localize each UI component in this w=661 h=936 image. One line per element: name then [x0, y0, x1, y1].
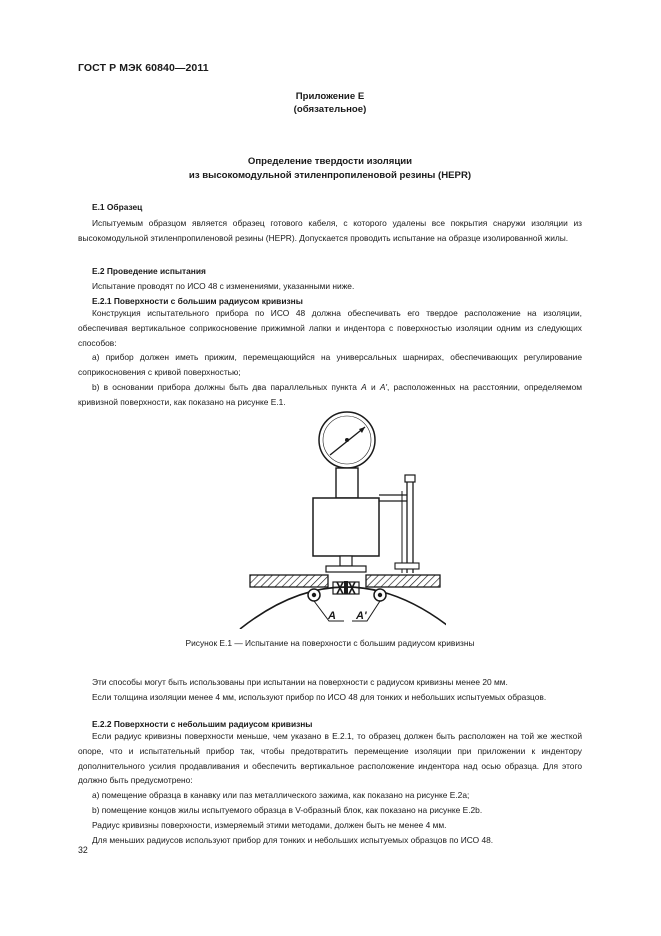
point-a2-label: А' [379, 381, 388, 392]
appendix-title: Приложение Е [295, 91, 365, 102]
figure-e1-drawing [230, 405, 446, 629]
paragraph: Испытание проводят по ИСО 48 с изменениями, указанными ниже. [92, 281, 355, 291]
figure-label-a2: A' [356, 610, 367, 622]
section-e2-body [78, 279, 582, 294]
doc-title-line2: из высокомодульной этиленпропиленовой резины (HEPR) [188, 170, 472, 181]
section-e1-body [78, 216, 582, 246]
instrument-body [313, 498, 379, 556]
standard-header: ГОСТ Р МЭК 60840—2011 [78, 62, 209, 74]
base-plate-right [366, 575, 440, 587]
paragraph: Если толщина изоляции менее 4 мм, используют прибор по ИСО 48 для тонких и небольших испытуемых образцов. [92, 691, 547, 702]
section-e22-heading: Е.2.2 Поверхности с небольшим радиусом кривизны [92, 719, 313, 729]
appendix-note: (обязательное) [293, 104, 367, 115]
paragraph: Эти способы могут быть использованы при испытании на поверхности с радиусом кривизны менее 20 мм. [92, 677, 508, 687]
point-a-label: А [361, 381, 367, 392]
doc-title-line1: Определение твердости изоляции [247, 156, 413, 167]
paragraph: a) помещение образца в канавку или паз металлического зажима, как показано на рисунке Е.2а; [92, 790, 470, 801]
guide-column [379, 475, 419, 573]
paragraph: Испытуемым образцом является образец готового кабеля, с которого удалены все покрытия снаружи изоляции из высокомодульной этиленпропиленовой резины (HEPR). Допускается проводить испытание на образце изолированной жилы. [78, 218, 582, 243]
paragraph: Конструкция испытательного прибора по ИСО 48 должна обеспечивать его твердое расположение на изоляции, обеспечивая вертикальное соприкосновение прижимной лапки и индентора с поверхностью изоляции одним из следующих способов: [78, 308, 582, 348]
contact-roller-a2 [374, 589, 386, 601]
section-e21-heading: Е.2.1 Поверхности с большим радиусом кривизны [92, 296, 303, 306]
paragraph: b) в основании прибора должны быть два параллельных пункта А и А', расположенных на расстоянии, определяемом кривизной поверхности, как показано на рисунке Е.1. [78, 381, 583, 407]
section-e2-heading: Е.2 Проведение испытания [92, 266, 206, 276]
paragraph: Для меньших радиусов используют прибор для тонких и небольших испытуемых образцов по ИСО 48. [92, 834, 494, 845]
page-number: 32 [78, 845, 88, 855]
paragraph: Если радиус кривизны поверхности меньше, чем указано в Е.2.1, то образец должен быть расположен на той же жесткой опоре, что и испытательный прибор так, чтобы предотвратить перемещение изоляции при приложении к индентору дополнительного усилия продавливания и обеспечить вертикальное расположение индентора над осью образца. Для этого должно быть предусмотрено: [78, 731, 582, 786]
gauge-neck [336, 468, 358, 498]
section-e22-body [78, 729, 582, 847]
section-e21-body [78, 306, 582, 410]
figure-caption: Рисунок Е.1 — Испытание на поверхности с большим радиусом кривизны [185, 638, 475, 648]
contact-roller-a [308, 589, 320, 601]
paragraph: b) помещение концов жилы испытуемого образца в V-образный блок, как показано на рисунке Е.2b. [92, 804, 483, 815]
section-e1-heading: Е.1 Образец [92, 202, 143, 212]
base-plate-left [250, 575, 328, 587]
gauge-dial [319, 412, 375, 468]
figure-label-a: A [328, 610, 336, 622]
paragraph: a) прибор должен иметь прижим, перемещающийся на универсальных шарнирах, обеспечивающих регулирование соприкосновения с кривой поверхностью; [78, 352, 582, 378]
after-figure-body [78, 675, 582, 705]
paragraph: Радиус кривизны поверхности, измеряемый этими методами, должен быть не менее 4 мм. [92, 819, 447, 830]
